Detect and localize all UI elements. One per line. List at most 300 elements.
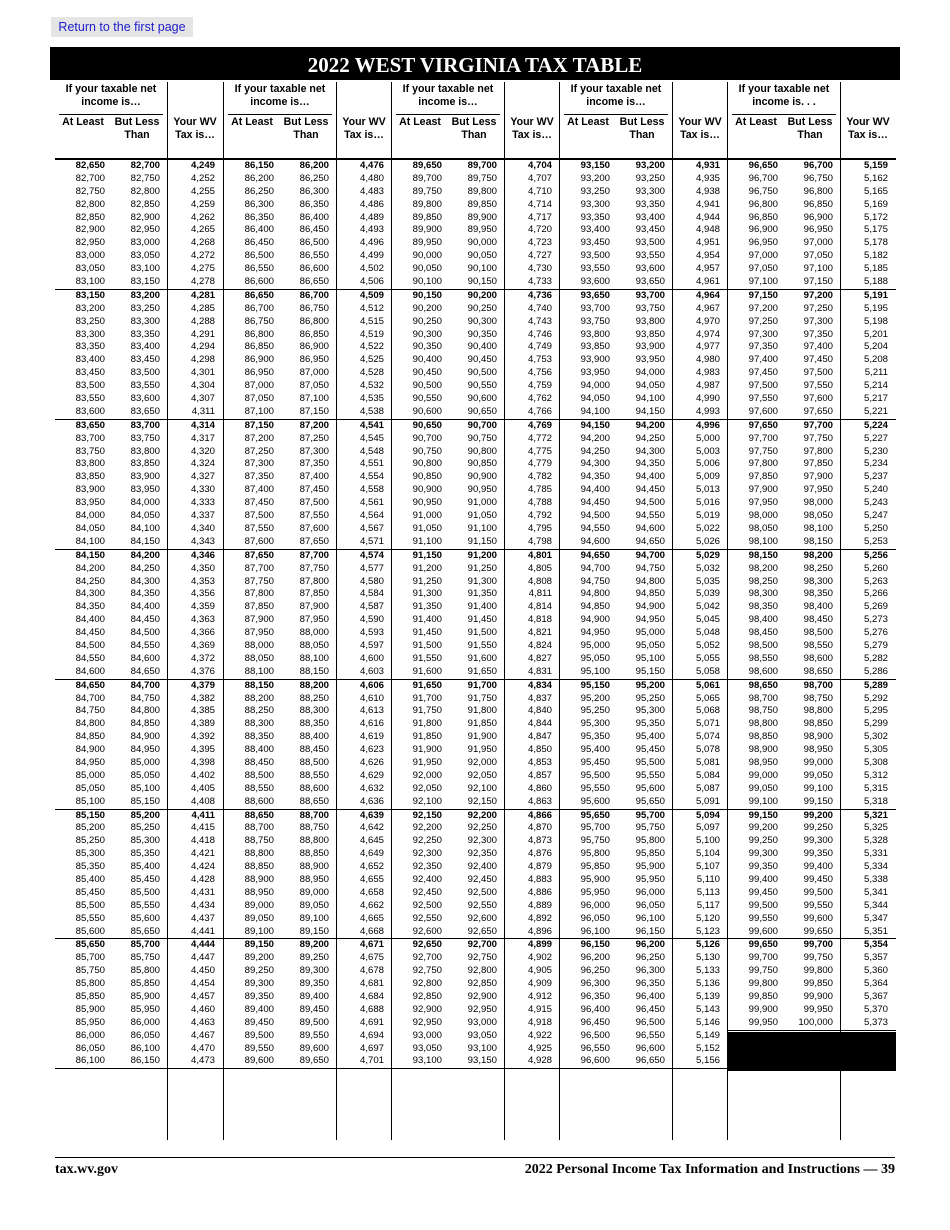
- row-group: [55, 939, 223, 1069]
- at-least-cell: 98,900: [748, 744, 778, 756]
- tax-cell: 4,808: [527, 575, 552, 587]
- row-group: [560, 160, 728, 290]
- table-row: [55, 588, 223, 601]
- tax-cell: 4,522: [359, 341, 384, 353]
- but-less-than-cell: 98,600: [803, 652, 833, 664]
- but-less-than-cell: 84,750: [130, 692, 160, 704]
- table-row: [55, 446, 223, 459]
- at-least-cell: 82,850: [75, 211, 105, 223]
- table-row: [392, 406, 560, 419]
- tax-cell: 5,227: [863, 432, 888, 444]
- at-least-cell: 83,350: [75, 341, 105, 353]
- table-row: [560, 913, 728, 926]
- table-row: [55, 680, 223, 693]
- at-least-cell: 91,000: [412, 510, 442, 522]
- but-less-than-cell: 85,700: [130, 939, 160, 951]
- at-least-cell: 88,450: [244, 756, 274, 768]
- tax-cell: 4,395: [190, 744, 215, 756]
- but-less-than-cell: 95,000: [635, 627, 665, 639]
- tax-cell: 4,873: [527, 835, 552, 847]
- at-least-cell: 83,900: [75, 484, 105, 496]
- table-row: [224, 380, 392, 393]
- at-least-cell: 92,250: [412, 835, 442, 847]
- table-row: [55, 406, 223, 419]
- tax-cell: 5,117: [696, 899, 720, 911]
- at-least-cell: 88,900: [244, 873, 274, 885]
- table-row: [224, 199, 392, 212]
- table-row: [392, 550, 560, 563]
- at-least-cell: 95,550: [580, 782, 610, 794]
- but-less-than-cell: 90,050: [467, 250, 497, 262]
- but-less-than-cell: 93,200: [635, 160, 665, 171]
- table-row: [560, 731, 728, 744]
- tax-cell: 4,948: [695, 224, 720, 236]
- at-least-cell: 91,050: [412, 522, 442, 534]
- at-least-cell: 85,350: [75, 861, 105, 873]
- tax-cell: 4,314: [190, 419, 215, 431]
- table-row: [224, 316, 392, 329]
- at-least-cell: 95,350: [580, 731, 610, 743]
- at-least-cell: 97,200: [748, 302, 778, 314]
- table-row: [560, 744, 728, 757]
- row-group: [224, 290, 392, 420]
- but-less-than-cell: 91,900: [467, 731, 497, 743]
- tax-cell: 4,333: [190, 497, 215, 509]
- but-less-than-cell: 85,450: [130, 873, 160, 885]
- but-less-than-cell: 88,150: [299, 665, 329, 677]
- table-row: [560, 1030, 728, 1043]
- your-tax-header: Your WV Tax is…: [510, 116, 554, 141]
- but-less-than-cell: 94,000: [635, 367, 665, 379]
- table-row: [224, 705, 392, 718]
- but-less-than-cell: 91,800: [467, 705, 497, 717]
- at-least-cell: 94,350: [580, 471, 610, 483]
- table-row: [392, 680, 560, 693]
- but-less-than-cell: 97,100: [803, 263, 833, 275]
- but-less-than-cell: 96,750: [803, 172, 833, 184]
- row-group: [224, 680, 392, 810]
- at-least-cell: 82,900: [75, 224, 105, 236]
- table-row: [560, 263, 728, 276]
- table-row: [728, 1004, 896, 1017]
- row-group: [392, 160, 560, 290]
- row-group: [55, 160, 223, 290]
- table-row: [55, 212, 223, 225]
- table-row: [560, 563, 728, 576]
- table-row: [55, 1030, 223, 1043]
- at-least-cell: 93,450: [580, 237, 610, 249]
- but-less-than-cell: 88,600: [299, 782, 329, 794]
- but-less-than-cell: 88,050: [299, 639, 329, 651]
- at-least-cell: 89,900: [412, 224, 442, 236]
- at-least-cell: 95,500: [580, 769, 610, 781]
- tax-cell: 4,304: [190, 380, 215, 392]
- tax-cell: 5,328: [863, 835, 888, 847]
- but-less-than-cell: 85,550: [130, 899, 160, 911]
- tax-cell: 4,480: [359, 172, 384, 184]
- but-less-than-cell: 82,950: [130, 224, 160, 236]
- tax-cell: 5,195: [863, 302, 888, 314]
- table-row: [728, 510, 896, 523]
- table-row: [224, 718, 392, 731]
- table-row: [224, 770, 392, 783]
- table-row: [224, 822, 392, 835]
- table-row: [392, 186, 560, 199]
- but-less-than-cell: 90,550: [467, 380, 497, 392]
- at-least-cell: 96,800: [748, 198, 778, 210]
- row-group: [560, 290, 728, 420]
- table-row: [728, 680, 896, 693]
- table-row: [560, 173, 728, 186]
- at-least-cell: 97,100: [748, 276, 778, 288]
- tax-cell: 4,441: [190, 925, 215, 937]
- at-least-cell: 99,700: [748, 952, 778, 964]
- table-row: [728, 757, 896, 770]
- but-less-than-cell: 90,300: [467, 315, 497, 327]
- tax-cell: 4,346: [190, 549, 215, 561]
- table-row: [392, 744, 560, 757]
- tax-cell: 4,860: [527, 782, 552, 794]
- but-less-than-cell: 95,100: [635, 652, 665, 664]
- at-least-cell: 99,550: [748, 912, 778, 924]
- at-least-cell: 94,000: [580, 380, 610, 392]
- but-less-than-cell: 99,050: [803, 769, 833, 781]
- tax-cell: 5,071: [695, 718, 720, 730]
- tax-cell: 5,357: [863, 952, 888, 964]
- at-least-cell: 98,650: [748, 679, 778, 691]
- table-row: [224, 887, 392, 900]
- table-row: [55, 550, 223, 563]
- tax-cell: 4,626: [359, 756, 384, 768]
- table-row: [728, 653, 896, 666]
- but-less-than-cell: 93,050: [467, 1029, 497, 1041]
- but-less-than-cell: 99,200: [803, 809, 833, 821]
- tax-cell: 4,616: [359, 718, 384, 730]
- but-less-than-cell: 96,150: [635, 925, 665, 937]
- table-row: [560, 290, 728, 303]
- at-least-cell: 84,550: [75, 652, 105, 664]
- but-less-than-cell: 86,750: [299, 302, 329, 314]
- tax-cell: 4,571: [359, 535, 384, 547]
- but-less-than-header: But Less Than: [451, 116, 497, 141]
- row-group: [224, 810, 392, 940]
- table-row: [728, 874, 896, 887]
- tax-cell: 4,863: [527, 795, 552, 807]
- at-least-cell: 87,650: [244, 549, 274, 561]
- but-less-than-cell: 90,600: [467, 393, 497, 405]
- but-less-than-cell: 86,150: [130, 1055, 160, 1067]
- tax-cell: 4,561: [359, 497, 384, 509]
- but-less-than-cell: 88,550: [299, 769, 329, 781]
- tax-cell: 5,302: [863, 731, 888, 743]
- but-less-than-cell: 90,100: [467, 263, 497, 275]
- table-row: [392, 433, 560, 446]
- but-less-than-cell: 96,550: [635, 1029, 665, 1041]
- page-title: 2022 WEST VIRGINIA TAX TABLE: [50, 47, 900, 80]
- but-less-than-cell: 92,600: [467, 912, 497, 924]
- but-less-than-cell: 84,250: [130, 562, 160, 574]
- but-less-than-cell: 84,350: [130, 588, 160, 600]
- at-least-cell: 90,300: [412, 328, 442, 340]
- but-less-than-cell: 93,950: [635, 354, 665, 366]
- table-row: [728, 367, 896, 380]
- tax-cell: 4,379: [190, 679, 215, 691]
- table-row: [55, 653, 223, 666]
- tax-cell: 5,276: [863, 627, 888, 639]
- but-less-than-cell: 98,350: [803, 588, 833, 600]
- row-group: [55, 550, 223, 680]
- table-row: [224, 744, 392, 757]
- but-less-than-cell: 89,250: [299, 952, 329, 964]
- table-row: [560, 420, 728, 433]
- but-less-than-cell: 96,800: [803, 185, 833, 197]
- table-row: [392, 563, 560, 576]
- table-row: [728, 303, 896, 316]
- at-least-cell: 96,900: [748, 224, 778, 236]
- but-less-than-cell: 90,400: [467, 341, 497, 353]
- but-less-than-cell: 85,900: [130, 991, 160, 1002]
- tax-cell: 4,428: [190, 873, 215, 885]
- at-least-cell: 95,900: [580, 873, 610, 885]
- tax-cell: 4,740: [527, 302, 552, 314]
- but-less-than-cell: 94,800: [635, 575, 665, 587]
- tax-cell: 4,782: [527, 471, 552, 483]
- tax-cell: 4,483: [359, 185, 384, 197]
- at-least-cell: 97,400: [748, 354, 778, 366]
- table-row: [55, 380, 223, 393]
- row-group: [728, 810, 896, 940]
- but-less-than-cell: 89,000: [299, 886, 329, 898]
- but-less-than-cell: 92,700: [467, 939, 497, 951]
- but-less-than-cell: 85,800: [130, 965, 160, 977]
- but-less-than-cell: 94,100: [635, 393, 665, 405]
- table-row: [560, 705, 728, 718]
- but-less-than-cell: 91,700: [467, 679, 497, 691]
- table-row: [392, 757, 560, 770]
- tax-cell: 4,788: [527, 497, 552, 509]
- return-to-first-page-link[interactable]: Return to the first page: [51, 17, 193, 37]
- tax-cell: 4,974: [695, 328, 720, 340]
- tax-cell: 4,834: [527, 679, 552, 691]
- at-least-cell: 96,700: [748, 172, 778, 184]
- at-least-cell: 93,000: [412, 1029, 442, 1041]
- at-least-cell: 94,700: [580, 562, 610, 574]
- at-least-cell: 99,300: [748, 848, 778, 860]
- tax-cell: 5,022: [695, 522, 720, 534]
- at-least-cell: 98,950: [748, 756, 778, 768]
- table-row: [55, 250, 223, 263]
- table-row: [55, 718, 223, 731]
- table-row: [560, 978, 728, 991]
- but-less-than-cell: 85,500: [130, 886, 160, 898]
- but-less-than-cell: 83,500: [130, 367, 160, 379]
- but-less-than-cell: 85,650: [130, 925, 160, 937]
- table-row: [560, 367, 728, 380]
- table-row: [55, 224, 223, 237]
- at-least-cell: 85,100: [75, 795, 105, 807]
- at-least-cell: 84,950: [75, 756, 105, 768]
- tax-cell: 5,110: [696, 873, 720, 885]
- tax-cell: 4,743: [527, 315, 552, 327]
- but-less-than-cell: 87,300: [299, 445, 329, 457]
- tax-cell: 4,382: [190, 692, 215, 704]
- tax-cell: 4,535: [359, 393, 384, 405]
- at-least-cell: 92,850: [412, 991, 442, 1002]
- but-less-than-cell: 97,050: [803, 250, 833, 262]
- tax-cell: 5,263: [863, 575, 888, 587]
- table-row: [392, 614, 560, 627]
- tax-cell: 4,288: [190, 315, 215, 327]
- tax-cell: 4,353: [190, 575, 215, 587]
- but-less-than-cell: 94,950: [635, 614, 665, 626]
- tax-cell: 5,143: [695, 1003, 720, 1015]
- row-group: [728, 160, 896, 290]
- income-range-header: If your taxable net income is…: [234, 83, 326, 108]
- but-less-than-cell: 90,350: [467, 328, 497, 340]
- but-less-than-cell: 88,800: [299, 835, 329, 847]
- table-row: [560, 550, 728, 563]
- table-row: [224, 627, 392, 640]
- at-least-cell: 93,650: [580, 289, 610, 301]
- tax-cell: 4,366: [190, 627, 215, 639]
- table-row: [55, 263, 223, 276]
- tax-cell: 4,320: [190, 445, 215, 457]
- but-less-than-cell: 85,250: [130, 822, 160, 834]
- at-least-cell: 84,750: [75, 705, 105, 717]
- but-less-than-cell: 95,250: [635, 692, 665, 704]
- table-row: [55, 471, 223, 484]
- but-less-than-cell: 98,250: [803, 562, 833, 574]
- table-row: [224, 186, 392, 199]
- at-least-cell: 97,250: [748, 315, 778, 327]
- at-least-cell: 87,950: [244, 627, 274, 639]
- at-least-cell: 83,500: [75, 380, 105, 392]
- at-least-cell: 83,650: [75, 419, 105, 431]
- but-less-than-cell: 97,550: [803, 380, 833, 392]
- table-row: [392, 458, 560, 471]
- but-less-than-cell: 88,100: [299, 652, 329, 664]
- tax-cell: 4,720: [527, 224, 552, 236]
- but-less-than-cell: 93,250: [635, 172, 665, 184]
- tax-cell: 4,639: [359, 809, 384, 821]
- tax-cell: 4,645: [359, 835, 384, 847]
- but-less-than-cell: 92,500: [467, 886, 497, 898]
- at-least-cell: 83,200: [75, 302, 105, 314]
- but-less-than-cell: 92,300: [467, 835, 497, 847]
- tax-cell: 4,857: [527, 769, 552, 781]
- at-least-cell: 96,500: [580, 1029, 610, 1041]
- tax-cell: 4,801: [527, 549, 552, 561]
- table-row: [392, 848, 560, 861]
- tax-cell: 4,665: [359, 912, 384, 924]
- table-row: [392, 380, 560, 393]
- table-row: [392, 731, 560, 744]
- but-less-than-cell: 94,850: [635, 588, 665, 600]
- at-least-cell: 92,750: [412, 965, 442, 977]
- row-group: [224, 160, 392, 290]
- but-less-than-cell: 93,800: [635, 315, 665, 327]
- row-group: [392, 810, 560, 940]
- but-less-than-cell: 88,900: [299, 861, 329, 873]
- at-least-cell: 84,250: [75, 575, 105, 587]
- at-least-cell: 96,150: [580, 939, 610, 951]
- table-row: [224, 796, 392, 809]
- tax-cell: 4,883: [527, 873, 552, 885]
- tax-cell: 5,341: [863, 886, 888, 898]
- but-less-than-cell: 98,900: [803, 731, 833, 743]
- table-row: [224, 900, 392, 913]
- table-row: [55, 900, 223, 913]
- but-less-than-cell: 97,000: [803, 237, 833, 249]
- but-less-than-cell: 96,000: [635, 886, 665, 898]
- but-less-than-cell: 88,200: [299, 679, 329, 691]
- at-least-cell: 91,300: [412, 588, 442, 600]
- table-row: [392, 1004, 560, 1017]
- table-row: [224, 354, 392, 367]
- but-less-than-cell: 88,700: [299, 809, 329, 821]
- but-less-than-cell: 91,850: [467, 718, 497, 730]
- tax-cell: 4,847: [527, 731, 552, 743]
- table-row: [392, 770, 560, 783]
- table-row: [224, 406, 392, 419]
- tax-cell: 4,967: [695, 302, 720, 314]
- tax-cell: 5,250: [863, 522, 888, 534]
- table-row: [560, 523, 728, 536]
- tax-cell: 4,915: [527, 1003, 552, 1015]
- at-least-cell: 97,350: [748, 341, 778, 353]
- at-least-cell: 84,100: [75, 535, 105, 547]
- at-least-cell: 84,900: [75, 744, 105, 756]
- but-less-than-cell: 83,400: [130, 341, 160, 353]
- but-less-than-cell: 96,350: [635, 978, 665, 990]
- tax-cell: 5,000: [695, 432, 720, 444]
- tax-cell: 4,733: [527, 276, 552, 288]
- your-tax-header: Your WV Tax is…: [173, 116, 217, 141]
- table-row: [224, 550, 392, 563]
- at-least-cell: 86,700: [244, 302, 274, 314]
- tax-cell: 4,460: [190, 1003, 215, 1015]
- tax-cell: 5,178: [863, 237, 888, 249]
- tax-cell: 4,291: [190, 328, 215, 340]
- tax-cell: 4,785: [527, 484, 552, 496]
- tax-cell: 5,243: [863, 497, 888, 509]
- row-group: [560, 939, 728, 1069]
- but-less-than-cell: 92,650: [467, 925, 497, 937]
- at-least-cell: 98,300: [748, 588, 778, 600]
- tax-cell: 4,281: [190, 289, 215, 301]
- tax-cell: 5,269: [863, 601, 888, 613]
- tax-cell: 4,691: [359, 1016, 384, 1028]
- at-least-header: At Least: [62, 116, 104, 128]
- tax-cell: 4,766: [527, 405, 552, 417]
- table-row: [224, 731, 392, 744]
- table-row: [55, 770, 223, 783]
- at-least-cell: 90,450: [412, 367, 442, 379]
- but-less-than-cell: 83,750: [130, 432, 160, 444]
- but-less-than-cell: 98,400: [803, 601, 833, 613]
- table-row: [224, 1055, 392, 1068]
- table-row: [224, 861, 392, 874]
- at-least-cell: 86,500: [244, 250, 274, 262]
- tax-cell: 4,610: [359, 692, 384, 704]
- tax-cell: 4,876: [527, 848, 552, 860]
- tax-cell: 4,532: [359, 380, 384, 392]
- but-less-than-cell: 83,900: [130, 471, 160, 483]
- but-less-than-cell: 89,050: [299, 899, 329, 911]
- table-row: [55, 523, 223, 536]
- at-least-cell: 83,450: [75, 367, 105, 379]
- table-row: [55, 1043, 223, 1056]
